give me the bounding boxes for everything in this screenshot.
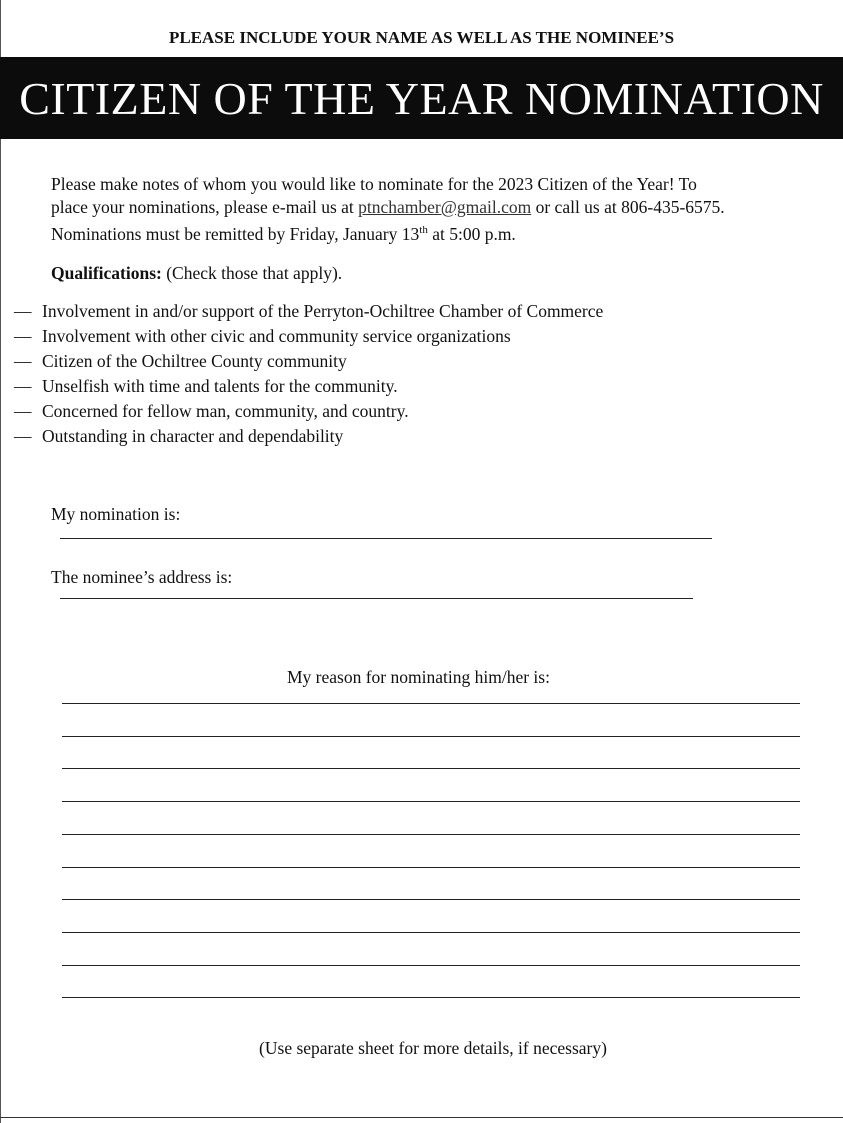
qualification-item[interactable] xyxy=(14,401,409,422)
deadline-time: at 5:00 p.m. xyxy=(427,223,516,244)
page-title: CITIZEN OF THE YEAR NOMINATION xyxy=(19,73,824,124)
checkbox-dash[interactable]: — xyxy=(14,351,32,371)
checkbox-dash[interactable]: — xyxy=(14,426,32,446)
intro-line-1: Please make notes of whom you would like to nominate for the 2023 Citizen of the Year! To xyxy=(51,174,697,194)
deadline-text: Nominations must be remitted by Friday, January 13 xyxy=(51,223,420,244)
intro-line-2 xyxy=(51,196,811,219)
reason-line[interactable] xyxy=(62,867,800,868)
nomination-field[interactable] xyxy=(60,538,712,539)
address-field[interactable] xyxy=(60,598,693,599)
checkbox-dash[interactable]: — xyxy=(14,401,32,421)
address-label: The nominee’s address is: xyxy=(51,567,233,587)
qualification-item[interactable] xyxy=(14,326,511,347)
phone-text: or call us at 806-435-6575. xyxy=(531,197,725,217)
footer-note: (Use separate sheet for more details, if necessary) xyxy=(259,1038,607,1058)
ordinal-suffix: th xyxy=(419,224,428,236)
reason-line[interactable] xyxy=(62,965,800,966)
intro-text: place your nominations, please e-mail us at xyxy=(51,197,359,217)
intro-paragraph xyxy=(51,173,811,246)
intro-line-3 xyxy=(51,219,811,246)
checkbox-dash[interactable]: — xyxy=(14,376,32,396)
header-note: PLEASE INCLUDE YOUR NAME AS WELL AS THE NOMINEE’S xyxy=(168,28,675,47)
checkbox-dash[interactable]: — xyxy=(14,301,32,321)
qualification-text: Concerned for fellow man, community, and country. xyxy=(42,401,409,421)
qualification-text: Involvement with other civic and community service organizations xyxy=(42,326,511,346)
reason-label: My reason for nominating him/her is: xyxy=(287,667,550,687)
checkbox-dash[interactable]: — xyxy=(14,326,32,346)
reason-line[interactable] xyxy=(62,834,800,835)
qualifications-note: (Check those that apply). xyxy=(161,263,343,283)
bottom-rule xyxy=(0,1117,843,1118)
qualifications-label: Qualifications: xyxy=(51,263,162,283)
qualification-item[interactable] xyxy=(14,351,347,372)
qualification-text: Involvement in and/or support of the Perryton-Ochiltree Chamber of Commerce xyxy=(42,301,604,321)
qualification-text: Citizen of the Ochiltree County community xyxy=(42,351,347,371)
qualifications-heading xyxy=(51,262,342,285)
qualification-item[interactable] xyxy=(14,376,398,397)
qualification-text: Unselfish with time and talents for the community. xyxy=(42,376,398,396)
reason-line[interactable] xyxy=(62,736,800,737)
qualification-text: Outstanding in character and dependability xyxy=(42,426,344,446)
email-link[interactable]: ptnchamber@gmail.com xyxy=(358,197,532,217)
reason-line[interactable] xyxy=(62,899,800,900)
reason-line[interactable] xyxy=(62,932,800,933)
qualification-item[interactable] xyxy=(14,426,343,447)
reason-line[interactable] xyxy=(62,703,800,704)
reason-line[interactable] xyxy=(62,801,800,802)
qualification-item[interactable] xyxy=(14,301,603,322)
reason-line[interactable] xyxy=(62,768,800,769)
nomination-label: My nomination is: xyxy=(51,504,181,524)
reason-line[interactable] xyxy=(62,997,800,998)
page-edge xyxy=(0,0,1,1123)
